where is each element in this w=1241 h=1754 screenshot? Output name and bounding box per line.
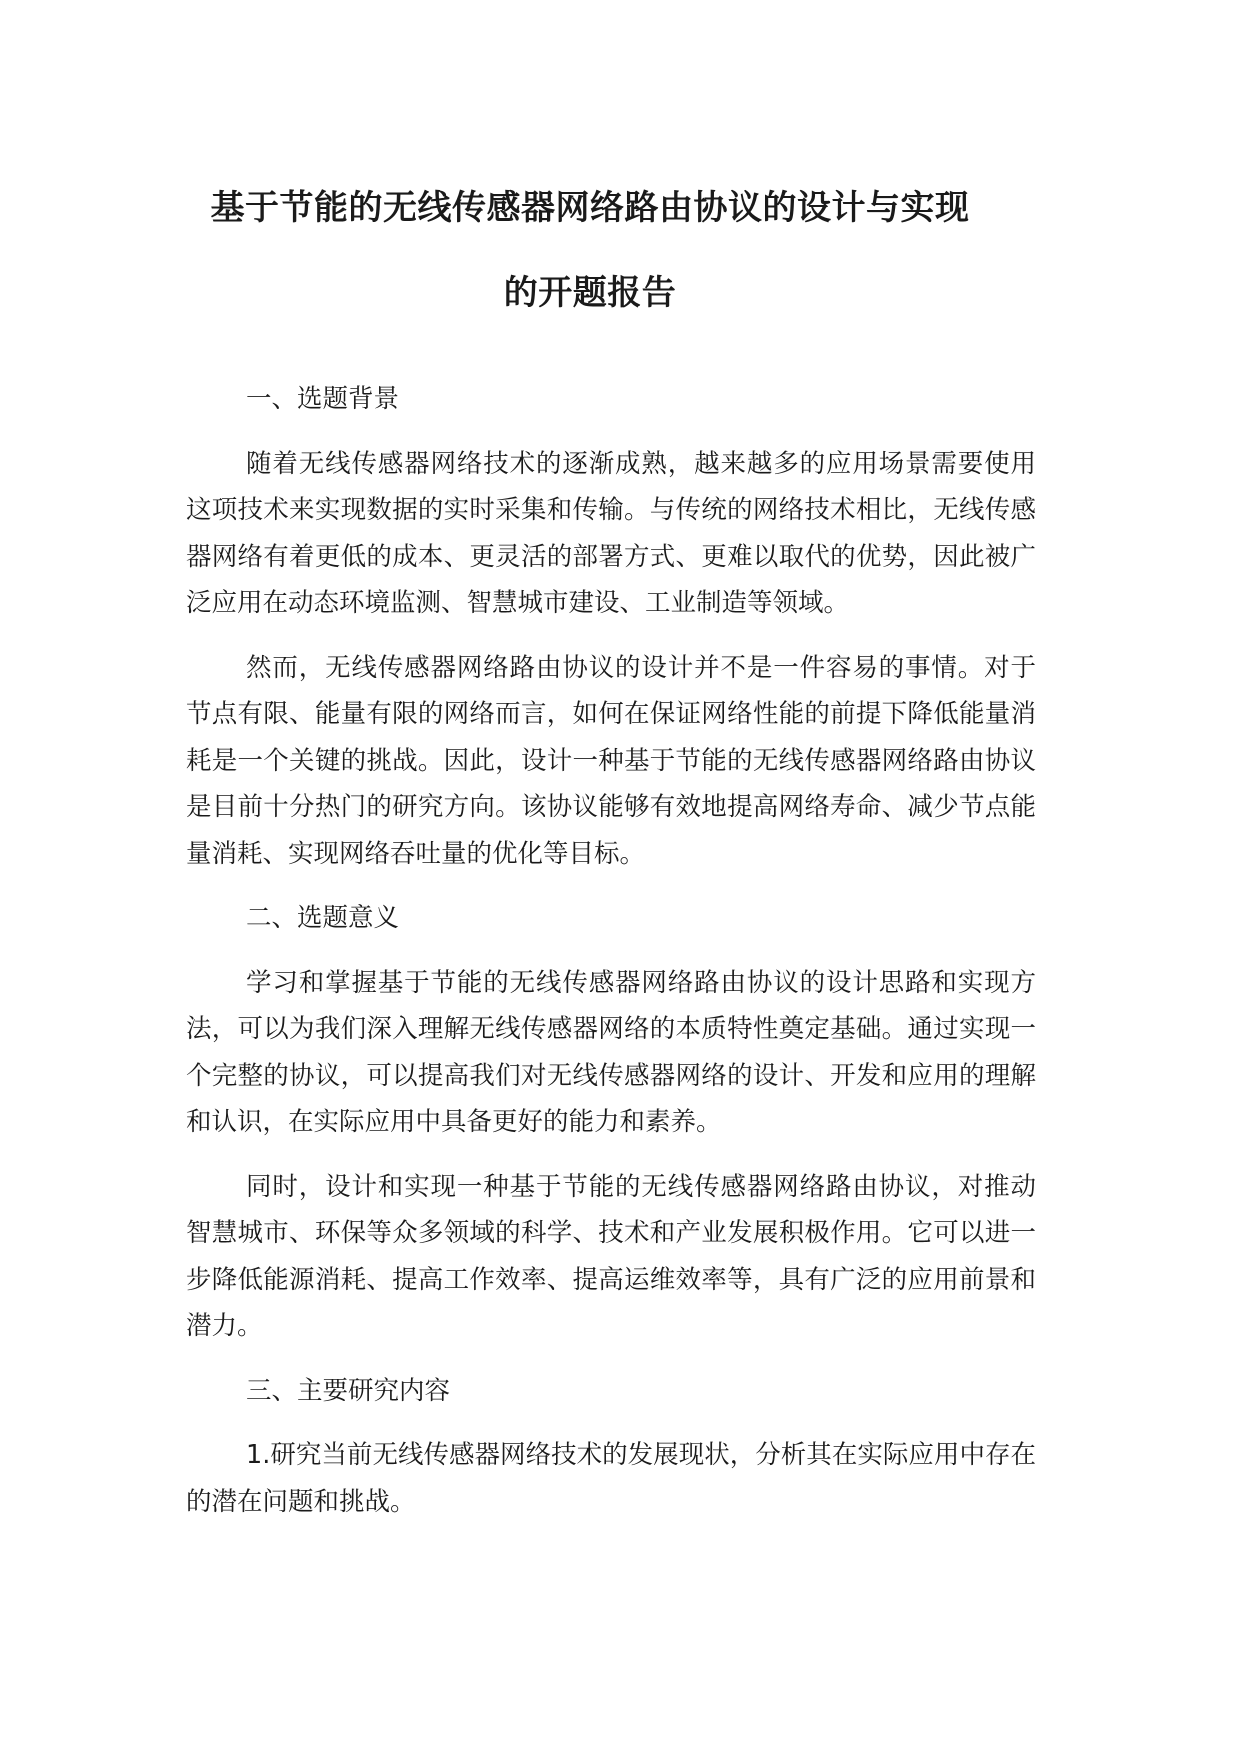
document-title-line-2: 的开题报告 bbox=[503, 273, 677, 313]
paragraph: 随着无线传感器网络技术的逐渐成熟，越来越多的应用场景需要使用这项技术来实现数据的实时采集和传输。与传统的网络技术相比，无线传感器网络有着更低的成本、更灵活的部署方式、更难以取代的优势，因此被广泛应用在动态环境监测、智慧城市建设、工业制造等领域。 bbox=[186, 448, 1036, 618]
document-title-line-1: 基于节能的无线传感器网络路由协议的设计与实现 bbox=[210, 188, 970, 228]
paragraph: 然而，无线传感器网络路由协议的设计并不是一件容易的事情。对于节点有限、能量有限的网络而言，如何在保证网络性能的前提下降低能量消耗是一个关键的挑战。因此，设计一种基于节能的无线传感器网络路由协议是目前十分热门的研究方向。该协议能够有效地提高网络寿命、减少节点能量消耗、实现网络吞吐量的优化等目标。 bbox=[186, 652, 1036, 869]
list-item: 1.研究当前无线传感器网络技术的发展现状，分析其在实际应用中存在的潜在问题和挑战。 bbox=[186, 1440, 1036, 1517]
paragraph: 学习和掌握基于节能的无线传感器网络路由协议的设计思路和实现方法，可以为我们深入理解无线传感器网络的本质特性奠定基础。通过实现一个完整的协议，可以提高我们对无线传感器网络的设计、开发和应用的理解和认识，在实际应用中具备更好的能力和素养。 bbox=[186, 967, 1036, 1137]
document-body bbox=[186, 376, 1036, 1543]
section-heading-research-content: 三、主要研究内容 bbox=[246, 1375, 451, 1406]
section-heading-significance: 二、选题意义 bbox=[246, 903, 400, 933]
paragraph: 同时，设计和实现一种基于节能的无线传感器网络路由协议，对推动智慧城市、环保等众多领域的科学、技术和产业发展积极作用。它可以进一步降低能源消耗、提高工作效率、提高运维效率等，具有广泛的应用前景和潜力。 bbox=[186, 1171, 1036, 1341]
section-heading-background: 一、选题背景 bbox=[246, 384, 400, 414]
